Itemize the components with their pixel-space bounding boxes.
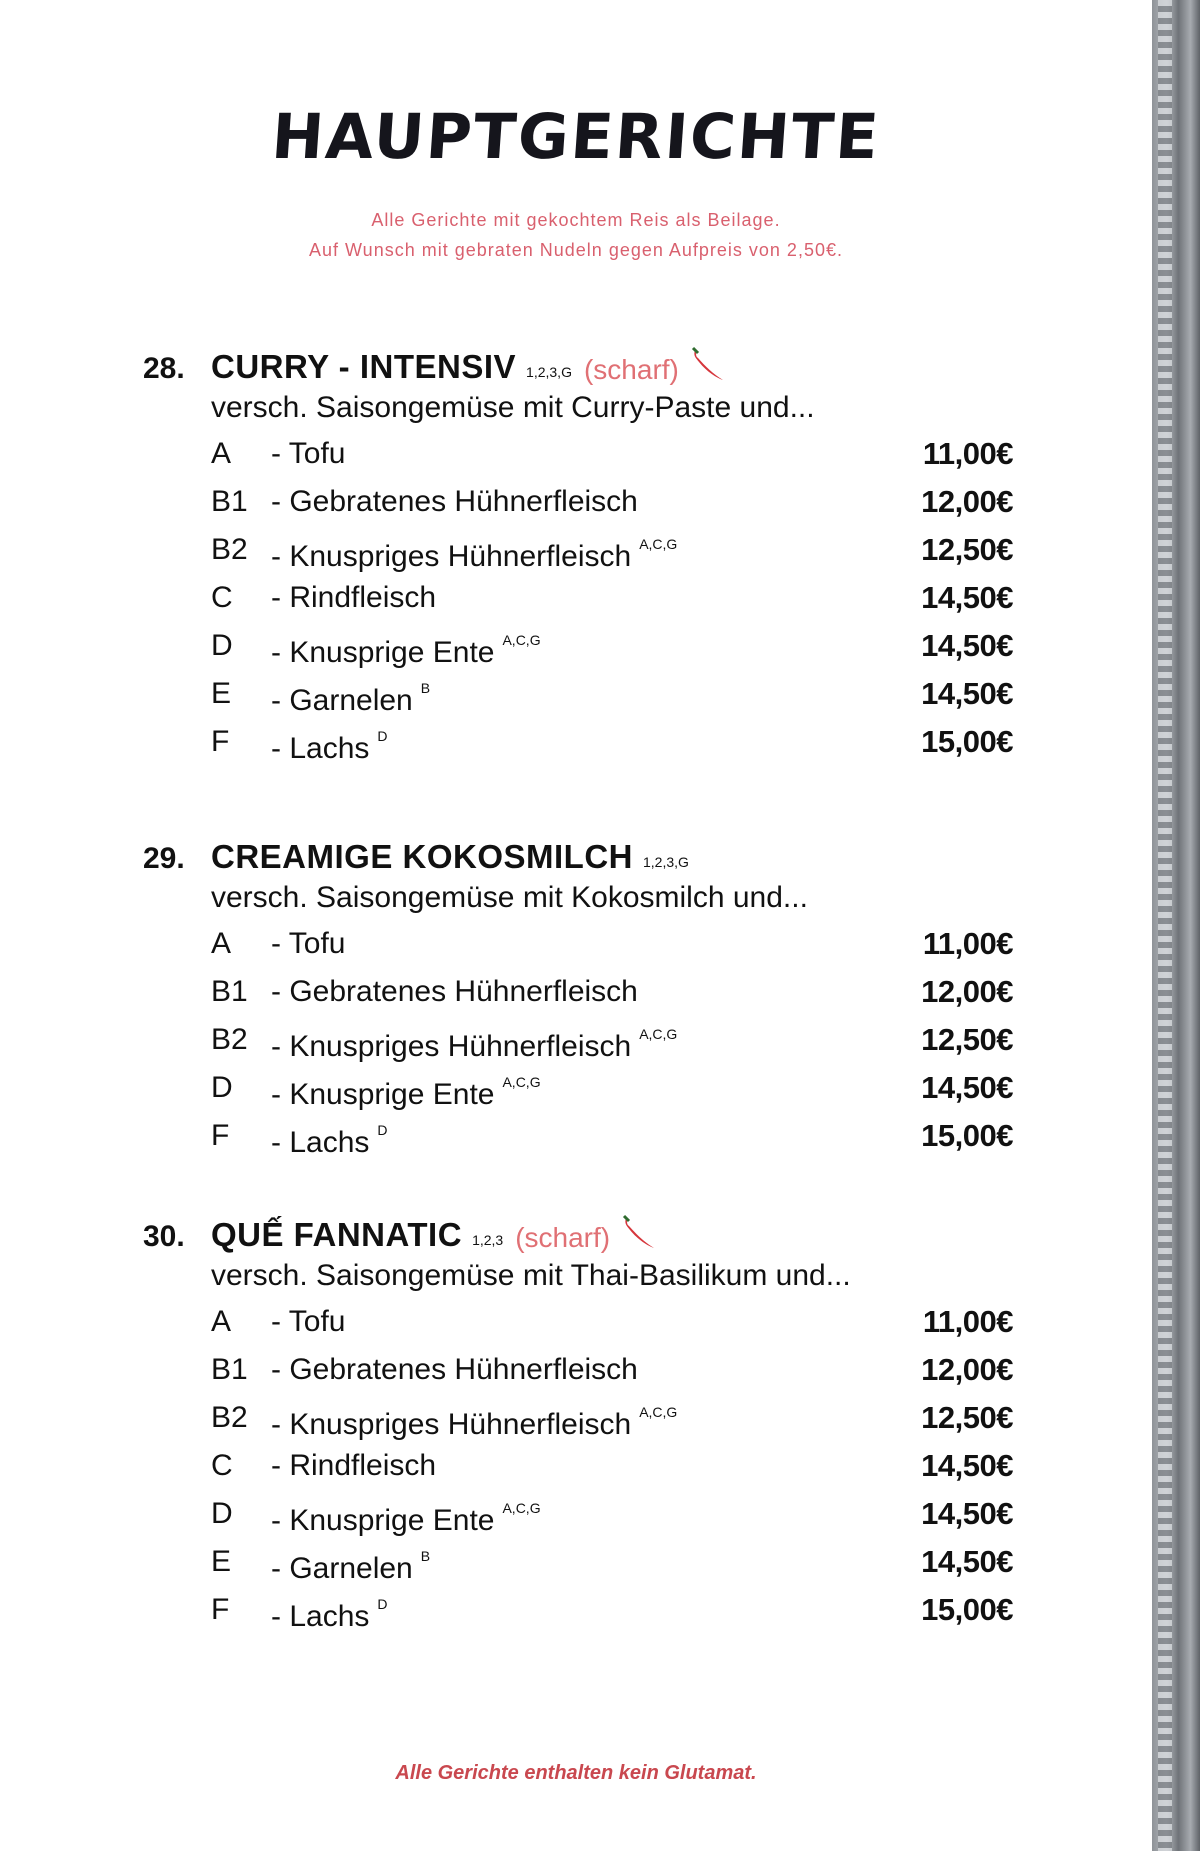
item-name-cell	[271, 968, 873, 1016]
item-price: 14,50€	[921, 676, 1013, 711]
menu-item-row	[211, 1490, 1013, 1538]
item-allergens: A,C,G	[502, 632, 541, 648]
menu-item-row	[211, 1064, 1013, 1112]
item-allergens: D	[377, 1122, 388, 1138]
item-allergens: A,C,G	[639, 1404, 678, 1420]
dish-description: versch. Saisongemüse mit Curry-Paste und...	[211, 391, 815, 424]
item-allergens: A,C,G	[502, 1500, 541, 1516]
dish-section	[143, 830, 1013, 1160]
item-code: B2	[211, 1023, 248, 1056]
item-price: 12,50€	[921, 1022, 1013, 1057]
item-name: - Knusprige Ente	[271, 636, 495, 669]
item-name-cell	[271, 622, 873, 670]
menu-item-row	[211, 526, 1013, 574]
item-name: - Lachs	[271, 732, 370, 765]
glutamate-note: Alle Gerichte enthalten kein Glutamat.	[395, 1762, 757, 1784]
item-code: A	[211, 1305, 232, 1338]
item-name-cell	[271, 718, 873, 766]
item-code: E	[211, 1545, 232, 1578]
menu-item-row	[211, 574, 1013, 622]
item-name: - Rindfleisch	[271, 581, 437, 614]
item-code: E	[211, 677, 232, 710]
menu-item-row	[211, 1394, 1013, 1442]
item-name: - Tofu	[271, 927, 346, 960]
item-code: B1	[211, 975, 248, 1008]
item-code: B1	[211, 1353, 248, 1386]
item-code: B2	[211, 533, 248, 566]
side-dish-note: Alle Gerichte mit gekochtem Reis als Beilage.	[371, 210, 781, 230]
item-name-cell	[271, 1016, 873, 1064]
dish-header	[143, 1208, 1013, 1254]
item-name-cell	[271, 1490, 873, 1538]
item-name-cell	[271, 1442, 873, 1490]
dish-header	[143, 340, 1013, 386]
item-price: 14,50€	[921, 1544, 1013, 1579]
item-name: - Knusprige Ente	[271, 1078, 495, 1111]
item-price: 15,00€	[921, 724, 1013, 759]
menu-item-row	[211, 1538, 1013, 1586]
menu-item-row	[211, 1016, 1013, 1064]
item-name: - Tofu	[271, 1305, 346, 1338]
item-name: - Gebratenes Hühnerfleisch	[271, 1353, 638, 1386]
item-code: A	[211, 437, 232, 470]
item-price: 11,00€	[922, 1304, 1013, 1339]
item-name-cell	[271, 1298, 873, 1346]
item-price: 15,00€	[921, 1118, 1013, 1153]
item-price: 11,00€	[922, 436, 1013, 471]
item-price: 14,50€	[921, 1070, 1013, 1105]
item-price: 12,00€	[921, 484, 1013, 519]
item-price: 12,50€	[921, 532, 1013, 567]
chili-pepper-icon	[620, 1214, 660, 1254]
item-price: 12,50€	[921, 1400, 1013, 1435]
menu-item-row	[211, 478, 1013, 526]
item-name-cell	[271, 526, 873, 574]
item-name-cell	[271, 670, 873, 718]
item-price: 12,00€	[921, 1352, 1013, 1387]
item-price: 14,50€	[921, 580, 1013, 615]
dish-section	[143, 340, 1013, 766]
item-name: - Rindfleisch	[271, 1449, 437, 1482]
chili-pepper-icon	[689, 346, 729, 386]
item-code: D	[211, 629, 233, 662]
dish-number: 30.	[143, 1220, 185, 1253]
item-code: B2	[211, 1401, 248, 1434]
item-name: - Knusprige Ente	[271, 1504, 495, 1537]
item-allergens: B	[420, 680, 431, 696]
item-allergens: D	[377, 728, 388, 744]
item-code: C	[211, 581, 233, 614]
dish-number: 28.	[143, 352, 185, 385]
item-name-cell	[271, 920, 873, 968]
item-price: 14,50€	[921, 1496, 1013, 1531]
item-price: 15,00€	[921, 1592, 1013, 1627]
menu-item-row	[211, 622, 1013, 670]
item-allergens: A,C,G	[502, 1074, 541, 1090]
noodle-surcharge-note: Auf Wunsch mit gebraten Nudeln gegen Aufpreis von 2,50€.	[309, 240, 843, 260]
item-name-cell	[271, 1064, 873, 1112]
menu-item-row	[211, 968, 1013, 1016]
page-title: HAUPTGERICHTE	[269, 100, 883, 173]
item-name-cell	[271, 574, 873, 622]
item-price: 12,00€	[921, 974, 1013, 1009]
item-code: D	[211, 1497, 233, 1530]
item-price: 11,00€	[922, 926, 1013, 961]
menu-item-row	[211, 430, 1013, 478]
dish-name: CREAMIGE KOKOSMILCH	[211, 838, 633, 875]
dish-header	[143, 830, 1013, 876]
item-name: - Gebratenes Hühnerfleisch	[271, 485, 638, 518]
item-name-cell	[271, 1586, 873, 1634]
menu-item-row	[211, 1298, 1013, 1346]
item-name-cell	[271, 1538, 873, 1586]
menu-item-row	[211, 1112, 1013, 1160]
menu-item-row	[211, 1586, 1013, 1634]
item-allergens: B	[420, 1548, 431, 1564]
spicy-label: (scharf)	[515, 1222, 611, 1253]
item-name-cell	[271, 1394, 873, 1442]
item-name: - Knuspriges Hühnerfleisch	[271, 1030, 632, 1063]
item-name: - Tofu	[271, 437, 346, 470]
item-name: - Lachs	[271, 1126, 370, 1159]
item-code: F	[211, 1119, 230, 1152]
dish-description: versch. Saisongemüse mit Thai-Basilikum und...	[211, 1259, 851, 1292]
item-allergens: A,C,G	[639, 1026, 678, 1042]
menu-item-row	[211, 670, 1013, 718]
dish-allergens: 1,2,3,G	[526, 364, 572, 380]
item-name-cell	[271, 1346, 873, 1394]
item-name: - Garnelen	[271, 684, 413, 717]
item-name: - Lachs	[271, 1600, 370, 1633]
dish-description: versch. Saisongemüse mit Kokosmilch und...	[211, 881, 808, 914]
menu-item-row	[211, 1442, 1013, 1490]
dish-number: 29.	[143, 842, 185, 875]
item-price: 14,50€	[921, 628, 1013, 663]
menu-item-row	[211, 920, 1013, 968]
item-code: F	[211, 725, 230, 758]
item-name: - Gebratenes Hühnerfleisch	[271, 975, 638, 1008]
item-code: A	[211, 927, 232, 960]
item-name: - Garnelen	[271, 1552, 413, 1585]
dish-name: CURRY - INTENSIV	[211, 348, 517, 385]
binder-rings	[1158, 0, 1172, 1851]
item-name: - Knuspriges Hühnerfleisch	[271, 1408, 632, 1441]
dish-name: QUẾ FANNATIC	[211, 1216, 463, 1253]
item-code: C	[211, 1449, 233, 1482]
item-code: F	[211, 1593, 230, 1626]
menu-item-row	[211, 1346, 1013, 1394]
item-code: B1	[211, 485, 248, 518]
item-name-cell	[271, 478, 873, 526]
dish-allergens: 1,2,3	[472, 1232, 504, 1248]
item-name: - Knuspriges Hühnerfleisch	[271, 540, 632, 573]
item-allergens: D	[377, 1596, 388, 1612]
menu-item-row	[211, 718, 1013, 766]
dish-allergens: 1,2,3,G	[643, 854, 689, 870]
item-allergens: A,C,G	[639, 536, 678, 552]
spicy-label: (scharf)	[583, 354, 679, 385]
item-code: D	[211, 1071, 233, 1104]
item-price: 14,50€	[921, 1448, 1013, 1483]
item-name-cell	[271, 1112, 873, 1160]
dish-section	[143, 1208, 1013, 1634]
item-name-cell	[271, 430, 873, 478]
